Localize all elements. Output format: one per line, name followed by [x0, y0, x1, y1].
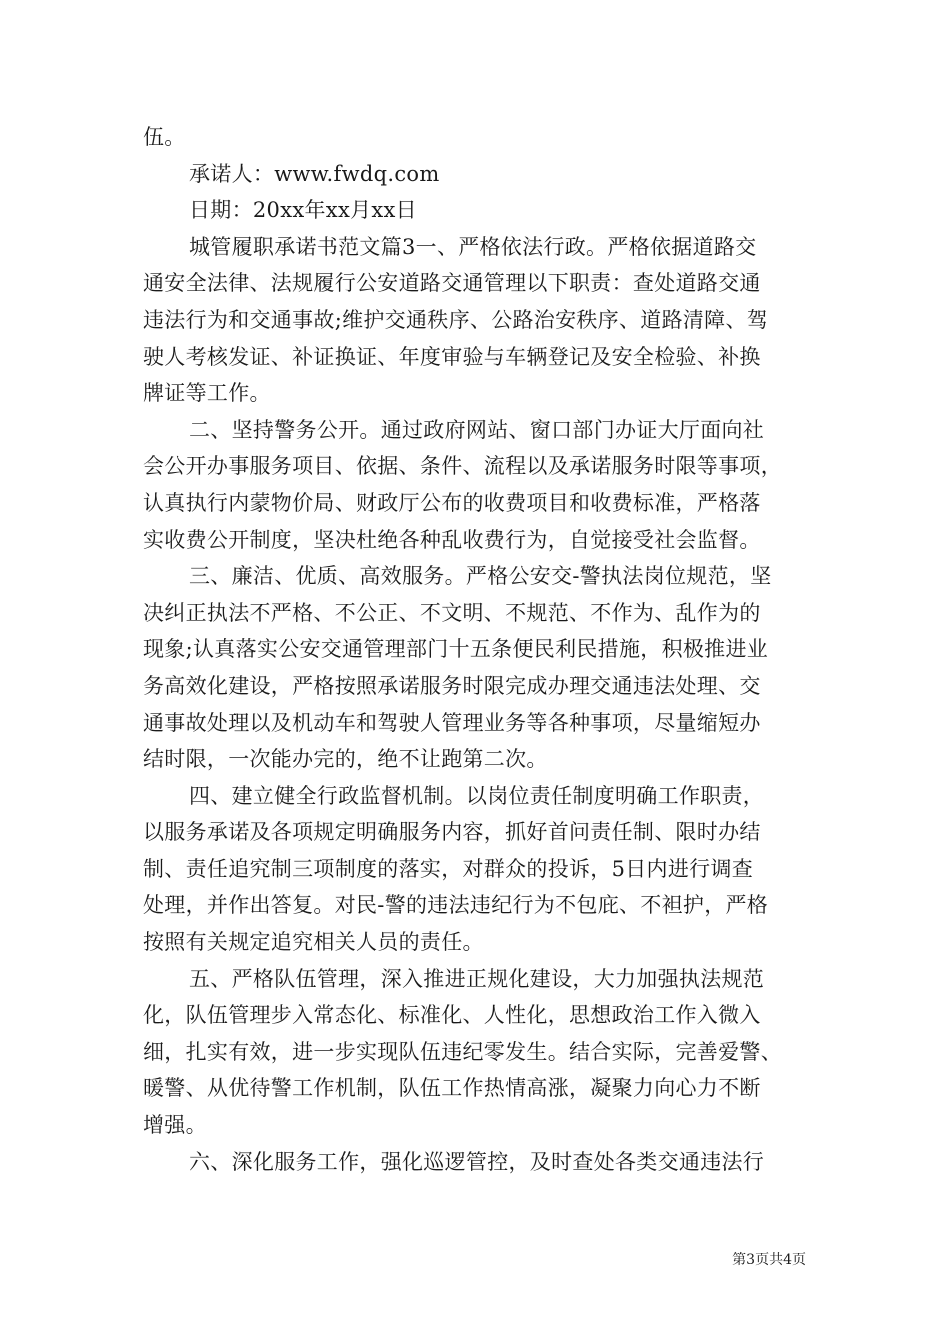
text-line: 现象;认真落实公安交通管理部门十五条便民利民措施，积极推进业	[143, 637, 769, 662]
text-line: 暖警、从优待警工作机制，队伍工作热情高涨，凝聚力向心力不断	[143, 1076, 761, 1101]
text-line: 驶人考核发证、补证换证、年度审验与车辆登记及安全检验、补换	[143, 344, 761, 369]
text-line: 牌证等工作。	[143, 381, 271, 406]
text-line: 承诺人：www.fwdq.com	[189, 161, 440, 186]
text-line: 城管履职承诺书范文篇3一、严格依法行政。严格依据道路交	[189, 234, 757, 259]
text-line: 制、责任追究制三项制度的落实，对群众的投诉，5日内进行调查	[143, 856, 754, 881]
text-line: 按照有关规定追究相关人员的责任。	[143, 930, 484, 955]
text-line: 增强。	[143, 1113, 207, 1138]
text-line: 日期：20xx年xx月xx日	[189, 198, 417, 223]
text-line: 决纠正执法不严格、不公正、不文明、不规范、不作为、乱作为的	[143, 600, 761, 625]
text-line: 实收费公开制度，坚决杜绝各种乱收费行为，自觉接受社会监督。	[143, 527, 761, 552]
text-line: 通事故处理以及机动车和驾驶人管理业务等各种事项，尽量缩短办	[143, 710, 761, 735]
text-line: 二、坚持警务公开。通过政府网站、窗口部门办证大厅面向社	[189, 417, 765, 442]
text-line: 务高效化建设，严格按照承诺服务时限完成办理交通违法处理、交	[143, 673, 761, 698]
text-line: 违法行为和交通事故;维护交通秩序、公路治安秩序、道路清障、驾	[143, 307, 769, 332]
text-line: 伍。	[143, 125, 186, 149]
page-number: 第3页共4页	[732, 1252, 806, 1268]
text-line: 以服务承诺及各项规定明确服务内容，抓好首问责任制、限时办结	[143, 820, 761, 845]
text-line: 六、深化服务工作，强化巡逻管控，及时查处各类交通违法行	[189, 1149, 765, 1174]
document-body	[143, 119, 813, 1180]
text-line: 结时限，一次能办完的，绝不让跑第二次。	[143, 747, 548, 772]
text-line: 四、建立健全行政监督机制。以岗位责任制度明确工作职责，	[189, 783, 765, 808]
text-line: 三、廉洁、优质、高效服务。严格公安交-警执法岗位规范，坚	[189, 564, 772, 589]
text-line: 处理，并作出答复。对民-警的违法违纪行为不包庇、不袒护，严格	[143, 893, 769, 918]
text-line: 化，队伍管理步入常态化、标准化、人性化，思想政治工作入微入	[143, 1003, 761, 1028]
text-line: 五、严格队伍管理，深入推进正规化建设，大力加强执法规范	[189, 966, 765, 991]
text-line: 会公开办事服务项目、依据、条件、流程以及承诺服务时限等事项，	[143, 454, 782, 479]
text-line: 通安全法律、法规履行公安道路交通管理以下职责：查处道路交通	[143, 271, 761, 296]
text-line: 认真执行内蒙物价局、财政厅公布的收费项目和收费标准，严格落	[143, 490, 761, 515]
text-line: 细，扎实有效，进一步实现队伍违纪零发生。结合实际，完善爱警、	[143, 1039, 782, 1064]
